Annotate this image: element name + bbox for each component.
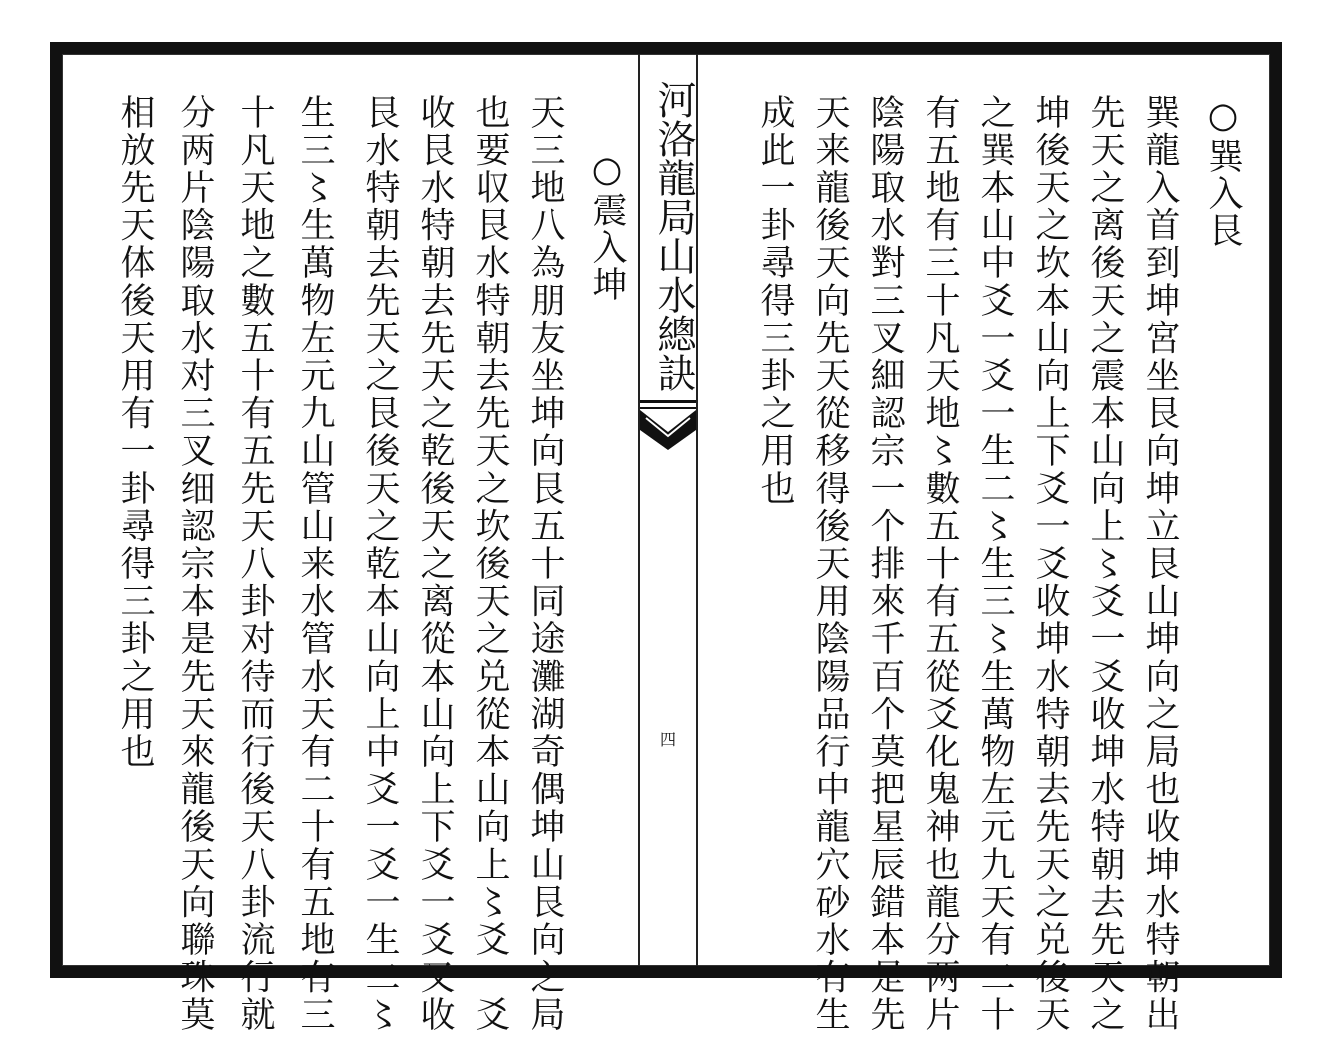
right-page-line-4: 之巽本山中爻一爻一生二〻生三〻生萬物左元九天有二十	[975, 94, 1015, 1034]
right-page-line-8: 成此一卦尋得三卦之用也	[755, 94, 795, 508]
spine-thick-rule	[640, 400, 696, 403]
right-page-line-7: 天来龍後天向先天從移得後天用陰陽品行中龍穴砂水有生	[810, 94, 850, 1034]
right-page-line-3: 坤後天之坎本山向上下爻一爻收坤水特朝去先天之兑後天	[1030, 94, 1070, 1034]
spine-title-box	[640, 70, 696, 410]
left-page-line-7: 分两片陰陽取水对三叉细認宗本是先天來龍後天向聯珠莫	[175, 94, 215, 1034]
right-page-heading: ○巽入艮	[1203, 96, 1243, 249]
spine-title: 河洛龍局山水總訣	[651, 80, 696, 392]
spine-thin-rule	[640, 407, 696, 409]
left-page-line-4: 艮水特朝去先天之艮後天之乾本山向上中爻一爻一生二〻	[360, 94, 400, 1034]
left-page-line-6: 十凡天地之數五十有五先天八卦对待而行後天八卦流行就	[235, 94, 275, 1034]
right-page-line-1: 巽龍入首到坤宮坐艮向坤立艮山坤向之局也收坤水特朝出	[1140, 94, 1180, 1034]
left-page-line-8: 相放先天体後天用有一卦尋得三卦之用也	[115, 94, 155, 771]
left-page-line-2: 也要収艮水特朝去先天之坎後天之兑從本山向上〻爻一爻	[470, 94, 510, 1034]
left-page-line-5: 生三〻生萬物左元九山管山来水管水天有二十有五地有三	[295, 94, 335, 1034]
fishtail-ornament	[640, 410, 696, 450]
left-page-heading: ○震入坤	[587, 150, 627, 303]
spine-right-rule	[696, 54, 698, 966]
left-page-line-1: 天三地八為朋友坐坤向艮五十同途灘湖奇偶坤山艮向之局	[525, 94, 565, 1034]
page-number: 四	[659, 730, 676, 749]
right-page-line-6: 陰陽取水對三叉細認宗一个排來千百个莫把星辰錯本是先	[865, 94, 905, 1034]
right-page-line-2: 先天之离後天之震本山向上〻爻一爻收坤水特朝去先天之	[1085, 94, 1125, 1034]
right-page-line-5: 有五地有三十凡天地〻數五十有五從爻化鬼神也龍分两片	[920, 94, 960, 1034]
left-page-line-3: 收艮水特朝去先天之乾後天之离從本山向上下爻一爻又收	[415, 94, 455, 1034]
